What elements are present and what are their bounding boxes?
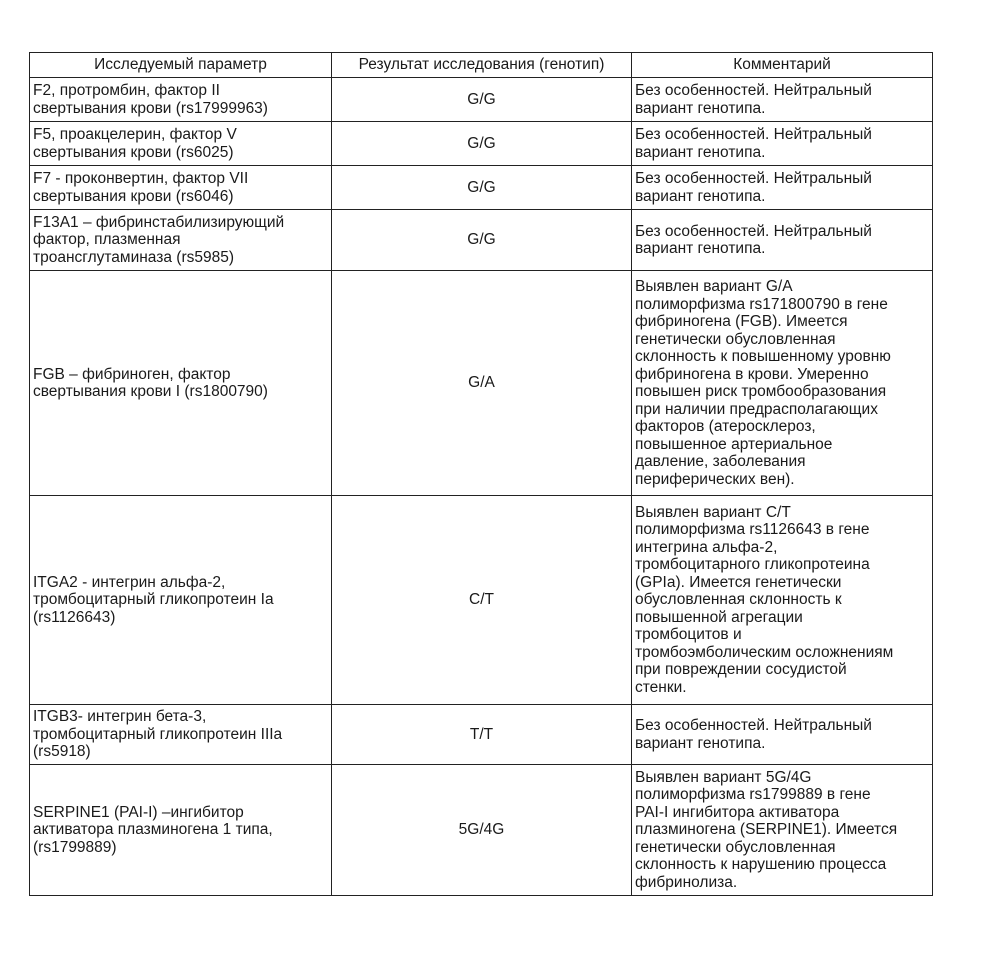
comment-cell: Без особенностей. Нейтральный вариант генотипа. (632, 166, 933, 210)
table-row (30, 210, 933, 271)
column-header-result: Результат исследования (генотип) (332, 53, 632, 78)
column-header-parameter: Исследуемый параметр (30, 53, 332, 78)
comment-cell: Выявлен вариант C/T полиморфизма rs1126643 в гене интегрина альфа-2, тромбоцитарного гликопротеина (GPIa). Имеется генетически обусловленная склонность к повышенной агрегации тромбоцитов и тромбоэмболическим осложнениям при повреждении сосудистой стенки. (632, 496, 933, 705)
genotype-cell: G/G (332, 166, 632, 210)
parameter-cell: F13A1 – фибринстабилизирующий фактор, плазменная троансглутаминаза (rs5985) (30, 210, 332, 271)
table-row (30, 765, 933, 896)
table-header-row (30, 53, 933, 78)
parameter-cell: ITGA2 - интегрин альфа-2, тромбоцитарный гликопротеин Ia (rs1126643) (30, 496, 332, 705)
genotype-cell: G/G (332, 122, 632, 166)
comment-cell: Без особенностей. Нейтральный вариант генотипа. (632, 78, 933, 122)
genotype-cell: G/A (332, 271, 632, 496)
parameter-cell: F2, протромбин, фактор II свертывания крови (rs17999963) (30, 78, 332, 122)
genotype-cell: G/G (332, 78, 632, 122)
genotype-cell: 5G/4G (332, 765, 632, 896)
table-row (30, 271, 933, 496)
genotype-results-table (29, 52, 933, 896)
comment-cell: Выявлен вариант 5G/4G полиморфизма rs1799889 в гене PAI-I ингибитора активатора плазминогена (SERPINE1). Имеется генетически обусловленная склонность к нарушению процесса фибринолиза. (632, 765, 933, 896)
comment-cell: Без особенностей. Нейтральный вариант генотипа. (632, 705, 933, 765)
comment-cell: Без особенностей. Нейтральный вариант генотипа. (632, 122, 933, 166)
parameter-cell: ITGB3- интегрин бета-3, тромбоцитарный гликопротеин IIIa (rs5918) (30, 705, 332, 765)
table-row (30, 496, 933, 705)
parameter-cell: FGB – фибриноген, фактор свертывания крови I (rs1800790) (30, 271, 332, 496)
genotype-cell: G/G (332, 210, 632, 271)
column-header-comment: Комментарий (632, 53, 933, 78)
parameter-cell: F7 - проконвертин, фактор VII свертывания крови (rs6046) (30, 166, 332, 210)
genotype-cell: T/T (332, 705, 632, 765)
table-row (30, 705, 933, 765)
table-row (30, 166, 933, 210)
comment-cell: Без особенностей. Нейтральный вариант генотипа. (632, 210, 933, 271)
comment-cell: Выявлен вариант G/A полиморфизма rs171800790 в гене фибриногена (FGB). Имеется генетически обусловленная склонность к повышенному уровню фибриногена в крови. Умеренно повышен риск тромбообразования при наличии предрасполагающих факторов (атеросклероз, повышенное артериальное давление, заболевания периферических вен). (632, 271, 933, 496)
table-row (30, 78, 933, 122)
table-row (30, 122, 933, 166)
parameter-cell: F5, проакцелерин, фактор V свертывания крови (rs6025) (30, 122, 332, 166)
genotype-cell: C/T (332, 496, 632, 705)
parameter-cell: SERPINE1 (PAI-I) –ингибитор активатора плазминогена 1 типа, (rs1799889) (30, 765, 332, 896)
